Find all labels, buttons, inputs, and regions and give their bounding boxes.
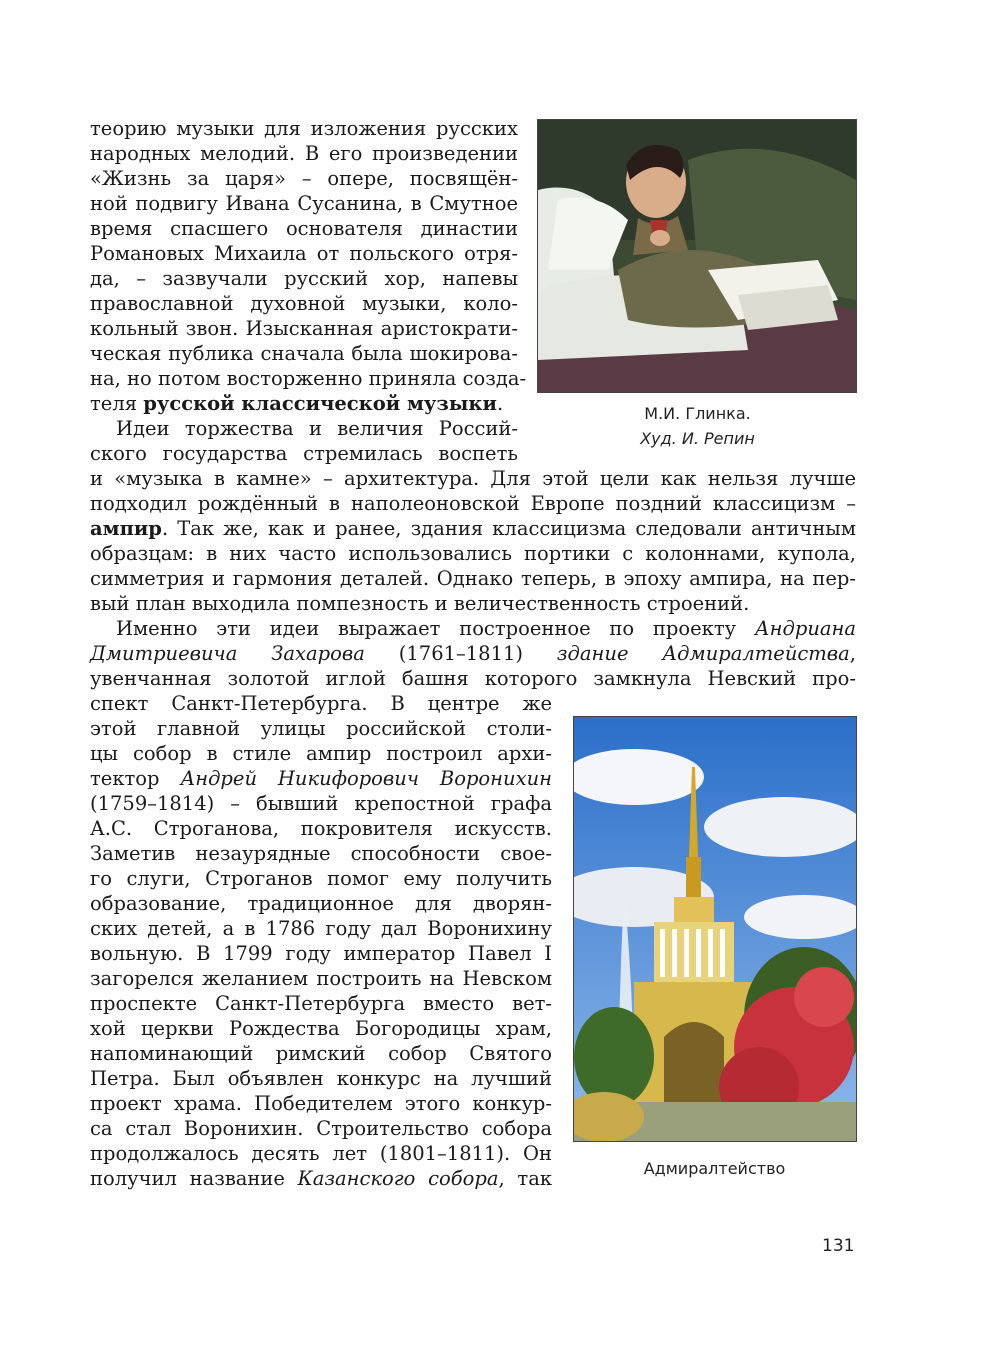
- text-line: проект храма. Победителем этого конкур-: [90, 1092, 552, 1115]
- page-number: 131: [822, 1236, 855, 1256]
- text-line: ной подвигу Ивана Сусанина, в Смутное: [90, 192, 518, 215]
- text-line: ческая публика сначала была шокирова-: [90, 342, 518, 365]
- text-line: получил название Казанского собора, так: [90, 1167, 553, 1190]
- text-line: народных мелодий. В его произведении: [90, 142, 518, 165]
- text-line: и «музыка в камне» – архитектура. Для этой цели как нельзя лучше: [90, 467, 856, 490]
- text-line: Именно эти идеи выражает построенное по проекту Андриана: [116, 617, 856, 640]
- text-line: образцам: в них часто использовались портики с колоннами, купола,: [90, 542, 856, 565]
- glinka-caption-title: М.И. Глинка.: [644, 404, 751, 423]
- text-line: Заметив незаурядные способности свое-: [90, 842, 552, 865]
- text-line: А.С. Строганова, покровителя искусств.: [90, 817, 552, 840]
- text-line: вольную. В 1799 году император Павел I: [90, 942, 552, 965]
- bold-term: ампир: [90, 517, 162, 540]
- text-line: Петра. Был объявлен конкурс на лучший: [90, 1067, 552, 1090]
- bold-term: русской классической музыки: [143, 392, 497, 415]
- text-line: подходил рождённый в наполеоновской Европе поздний классицизм –: [90, 492, 856, 515]
- text-line: симметрия и гармония деталей. Однако теперь, в эпоху ампира, на пер-: [90, 567, 856, 590]
- text-line: теля русской классической музыки.: [90, 392, 504, 415]
- text-line: этой главной улицы российской столи-: [90, 717, 552, 740]
- glinka-caption-artist: Худ. И. Репин: [640, 429, 755, 448]
- text-line: проспекте Санкт-Петербурга вместо вет-: [90, 992, 552, 1015]
- text-line: кольный звон. Изысканная аристократи-: [90, 317, 518, 340]
- text-line: напоминающий римский собор Святого: [90, 1042, 552, 1065]
- text-line: православной духовной музыки, коло-: [90, 292, 518, 315]
- text-line: ского государства стремилась воспеть: [90, 442, 518, 465]
- text-line: продолжалось десять лет (1801–1811). Он: [90, 1142, 552, 1165]
- text-line: время спасшего основателя династии: [90, 217, 518, 240]
- admiralty-caption: Адмиралтейство: [643, 1159, 786, 1178]
- text-line: хой церкви Рождества Богородицы храм,: [90, 1017, 552, 1040]
- glinka-portrait-image: [537, 119, 857, 393]
- text-line: увенчанная золотой иглой башня которого замкнула Невский про-: [90, 667, 856, 690]
- text-line: «Жизнь за царя» – опере, посвящён-: [90, 167, 518, 190]
- text-line: да, – зазвучали русский хор, напевы: [90, 267, 518, 290]
- text-line: Идеи торжества и величия Россий-: [116, 417, 518, 440]
- text-line: образование, традиционное для дворян-: [90, 892, 552, 915]
- admiralty-image: [573, 716, 857, 1142]
- text-line: тектор Андрей Никифорович Воронихин: [90, 767, 552, 790]
- text-line: теорию музыки для изложения русских: [90, 117, 518, 140]
- text-line: вый план выходила помпезность и величественность строений.: [90, 592, 750, 615]
- text-line: го слуги, Строганов помог ему получить: [90, 867, 552, 890]
- text-line: ампир. Так же, как и ранее, здания классицизма следовали античным: [90, 517, 856, 540]
- text-line: (1759–1814) – бывший крепостной графа: [90, 792, 552, 815]
- text-line: загорелся желанием построить на Невском: [90, 967, 552, 990]
- text-line: на, но потом восторженно приняла созда-: [90, 367, 527, 390]
- text-line: цы собор в стиле ампир построил архи-: [90, 742, 552, 765]
- text-line: Дмитриевича Захарова (1761–1811) здание Адмиралтейства,: [90, 642, 856, 665]
- text-line: ских детей, а в 1786 году дал Воронихину: [90, 917, 552, 940]
- text-line: спект Санкт-Петербурга. В центре же: [90, 692, 552, 715]
- text-line: са стал Воронихин. Строительство собора: [90, 1117, 552, 1140]
- text-line: Романовых Михаила от польского отря-: [90, 242, 518, 265]
